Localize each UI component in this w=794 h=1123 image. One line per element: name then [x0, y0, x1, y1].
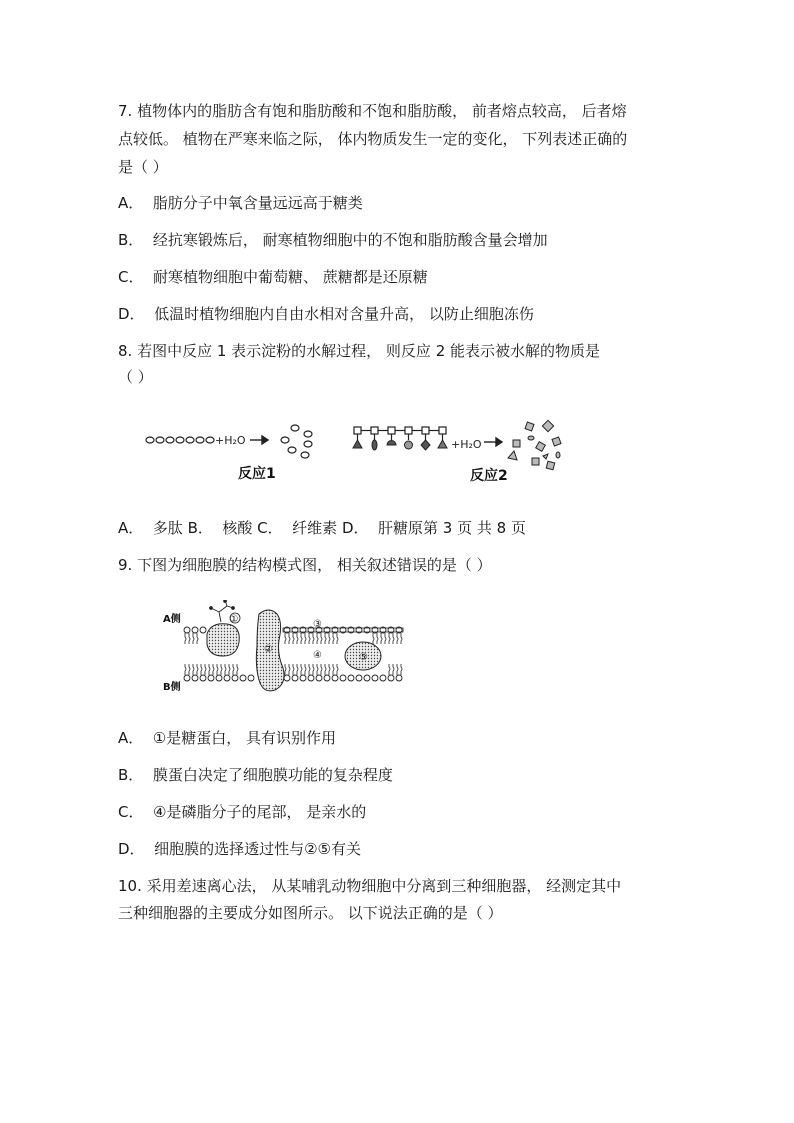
- side-groups: [353, 440, 447, 450]
- q9-option-a: A． ①是糖蛋白， 具有识别作用: [118, 729, 337, 747]
- marker-1: ①: [229, 614, 239, 625]
- reaction-1-label: 反应1: [238, 466, 276, 482]
- monomer-products: [508, 420, 561, 469]
- marker-2: ②: [264, 644, 273, 655]
- q7-option-d: D． 低温时植物细胞内自由水相对含量升高， 以防止细胞冻伤: [118, 305, 534, 323]
- marker-4: ④: [313, 650, 322, 661]
- hydrolysis-reaction-figure: [140, 418, 590, 490]
- polymer-chain: [354, 427, 446, 440]
- hydrolysis-diagram: [140, 418, 590, 490]
- q7-option-c: C． 耐寒植物细胞中葡萄糖、 蔗糖都是还原糖: [118, 268, 428, 286]
- q9-option-c: C． ④是磷脂分子的尾部， 是亲水的: [118, 803, 367, 821]
- q9-option-b: B． 膜蛋白决定了细胞膜功能的复杂程度: [118, 766, 393, 784]
- q7-stem-line-3: 是（ ）: [118, 158, 168, 176]
- bilayer-surface: [283, 628, 403, 632]
- water-label-1: +H₂O: [215, 434, 246, 447]
- starch-chain: [146, 437, 214, 443]
- side-b-label: B侧: [163, 682, 181, 693]
- q9-option-d: D． 细胞膜的选择透过性与②⑤有关: [118, 840, 361, 858]
- glycoprotein-protein: [207, 624, 239, 656]
- arrow-2: [484, 438, 502, 446]
- marker-3: ③: [313, 619, 322, 630]
- arrow-1: [250, 436, 268, 444]
- q7-option-a: A． 脂肪分子中氧含量远远高于糖类: [118, 194, 363, 212]
- reaction-2-label: 反应2: [470, 468, 508, 484]
- q8-stem-line-2: （ ）: [118, 368, 153, 386]
- q9-stem: 9. 下图为细胞膜的结构模式图， 相关叙述错误的是（ ）: [118, 556, 492, 574]
- q8-stem-line-1: 8. 若图中反应 1 表示淀粉的水解过程， 则反应 2 能表示被水解的物质是: [118, 342, 601, 360]
- lower-phospholipid-heads: [184, 675, 402, 681]
- q10-stem-line-1: 10. 采用差速离心法， 从某哺乳动物细胞中分离到三种细胞器， 经测定其中: [118, 877, 622, 895]
- glucose-products: [281, 425, 312, 458]
- water-label-2: +H₂O: [451, 438, 482, 451]
- cell-membrane-figure: [163, 600, 413, 700]
- q7-option-b: B． 经抗寒锻炼后， 耐寒植物细胞中的不饱和脂肪酸含量会增加: [118, 231, 548, 249]
- q7-stem-line-2: 点较低。 植物在严寒来临之际， 体内物质发生一定的变化， 下列表述正确的: [118, 130, 628, 148]
- side-a-label: A侧: [163, 614, 181, 625]
- q7-stem-line-1: 7. 植物体内的脂肪含有饱和脂肪酸和不饱和脂肪酸， 前者熔点较高， 后者熔: [118, 102, 627, 120]
- q10-stem-line-2: 三种细胞器的主要成分如图所示。 以下说法正确的是（ ）: [118, 904, 503, 922]
- q8-options: A． 多肽 B． 核酸 C． 纤维素 D． 肝糖原第 3 页 共 8 页: [118, 519, 526, 537]
- marker-5: ⑤: [359, 652, 368, 663]
- membrane-diagram: [163, 600, 413, 700]
